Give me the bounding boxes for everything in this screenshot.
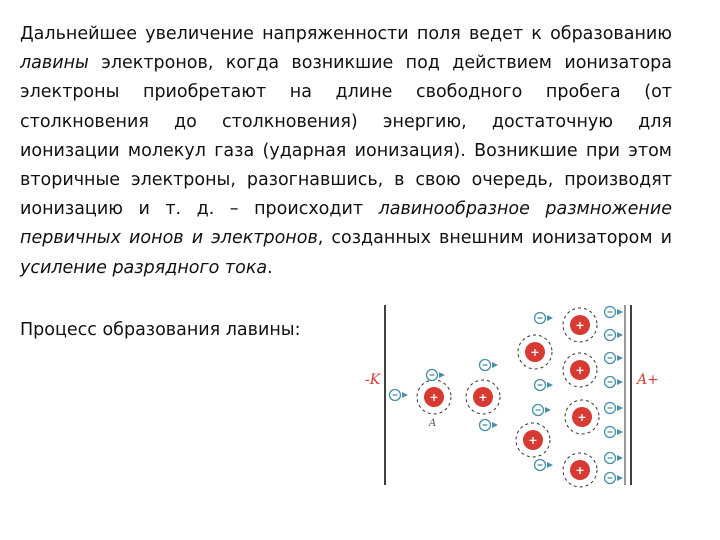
paragraph-text-4: . [267, 257, 273, 278]
plus-sign-icon: + [575, 364, 585, 377]
avalanche-diagram [355, 300, 675, 490]
avalanche-caption: Процесс образования лавины: [20, 320, 301, 340]
plus-sign-icon: + [575, 319, 585, 332]
plus-sign-icon: + [577, 411, 587, 424]
main-paragraph [20, 20, 672, 283]
anode-label: A+ [637, 372, 659, 388]
point-label: A [429, 418, 437, 429]
cathode-label: -K [365, 372, 381, 388]
plus-sign-icon: + [528, 434, 538, 447]
plus-sign-icon: + [429, 391, 439, 404]
paragraph-emphasis-3: усиление разрядного тока [20, 257, 268, 278]
paragraph-emphasis-1: лавины [20, 53, 89, 74]
plus-sign-icon: + [575, 464, 585, 477]
paragraph-text-2: электронов, когда возникшие под действием ионизатора электроны приобретают на длине свободного пробега (от столкновения до столкновения) энергию, достаточную для ионизации молекул газа (ударная ионизация). Возникшие при этом вторичные электроны, разогнавшись, в свою очередь, производят ионизацию и т. д. – происходит [20, 53, 672, 220]
ion-group [417, 308, 599, 487]
plus-sign-icon: + [530, 346, 540, 359]
plus-sign-icon: + [478, 391, 488, 404]
paragraph-text-1: Дальнейшее увеличение напряженности поля ведет к образованию [20, 24, 672, 44]
paragraph-emphasis-2: лавинообразное размножение первичных ионов и электронов [20, 199, 672, 249]
paragraph-text-3: , созданных внешним ионизатором и [317, 228, 672, 249]
